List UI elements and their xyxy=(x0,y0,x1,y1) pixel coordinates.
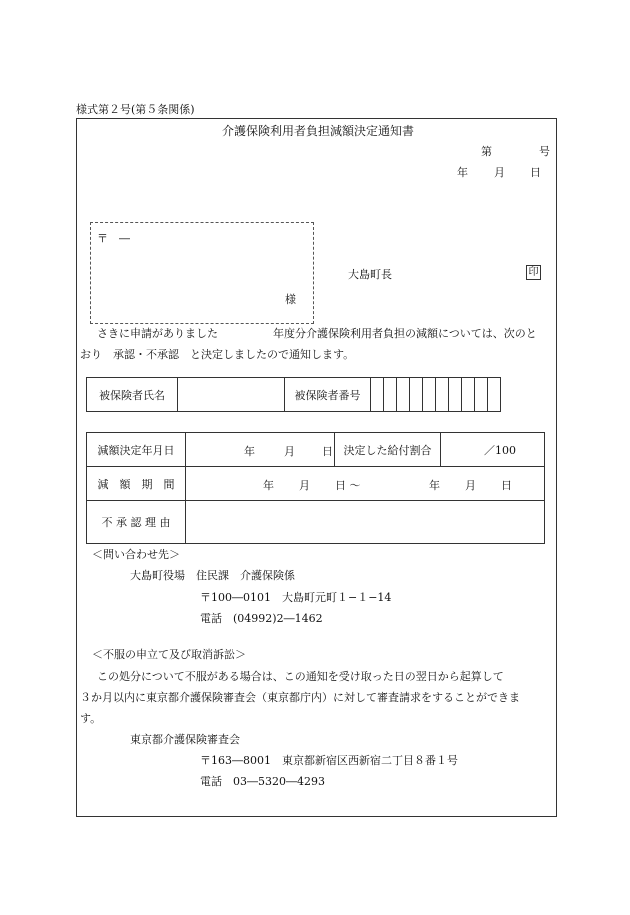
insured-number-digit[interactable] xyxy=(423,378,436,412)
number-dai: 第 xyxy=(481,145,492,158)
inquiry-heading: ＜問い合わせ先＞ xyxy=(92,548,180,561)
insured-number-digit[interactable] xyxy=(449,378,462,412)
decision-date-month: 月 xyxy=(284,445,295,458)
seal-mark: 印 xyxy=(526,265,541,280)
benefit-ratio-value[interactable]: ／100 xyxy=(441,433,545,467)
appeal-heading: ＜不服の申立て及び取消訴訟＞ xyxy=(92,648,246,661)
insured-number-digit[interactable] xyxy=(462,378,475,412)
period-to-month: 月 xyxy=(465,479,476,492)
rejection-reason-label: 不 承 認 理 由 xyxy=(87,501,186,544)
date-day: 日 xyxy=(530,166,541,179)
reduction-period-cell[interactable] xyxy=(186,467,545,501)
appeal-line-1: この処分について不服がある場合は、この通知を受け取った日の翌日から起算して xyxy=(97,670,504,683)
appeal-line-3: す。 xyxy=(80,712,102,725)
body-line-1: さきに申請がありました 年度分介護保険利用者負担の減額については、次のと xyxy=(97,327,537,340)
decision-date-day: 日 xyxy=(322,445,333,458)
decision-table xyxy=(86,432,545,544)
period-from-month: 月 xyxy=(299,479,310,492)
period-from-year: 年 xyxy=(263,479,274,492)
decision-date-label: 減額決定年月日 xyxy=(87,433,186,467)
insured-number-digit[interactable] xyxy=(410,378,423,412)
appeal-phone: 電話 03―5320―4293 xyxy=(200,775,325,788)
issuer-name: 大島町長 xyxy=(348,268,392,281)
insured-number-digit[interactable] xyxy=(475,378,488,412)
insured-number-digit[interactable] xyxy=(436,378,449,412)
period-to-day: 日 xyxy=(501,479,512,492)
decision-date-cell[interactable] xyxy=(186,433,335,467)
insured-name-label: 被保険者氏名 xyxy=(87,378,178,412)
benefit-ratio-label: 決定した給付割合 xyxy=(335,433,441,467)
inquiry-postal: 〒100―0101 大島町元町１−１−14 xyxy=(200,591,392,604)
decision-date-year: 年 xyxy=(244,445,255,458)
date-year: 年 xyxy=(457,166,468,179)
insured-number-digit[interactable] xyxy=(397,378,410,412)
period-from-day: 日 ～ xyxy=(335,479,361,492)
reduction-period-label: 減 額 期 間 xyxy=(87,467,186,501)
body-line-2: おり 承認・不承認 と決定しましたので通知します。 xyxy=(80,348,355,361)
appeal-line-2: ３か月以内に東京都介護保険審査会（東京都庁内）に対して審査請求をすることができま xyxy=(80,691,520,704)
insured-table xyxy=(86,377,501,412)
date-month: 月 xyxy=(494,166,505,179)
inquiry-phone: 電話 (04992)2―1462 xyxy=(200,612,323,625)
number-go: 号 xyxy=(539,145,550,158)
insured-number-digit[interactable] xyxy=(384,378,397,412)
period-to-year: 年 xyxy=(429,479,440,492)
appeal-org: 東京都介護保険審査会 xyxy=(130,733,240,746)
insured-number-digit[interactable] xyxy=(371,378,384,412)
appeal-postal: 〒163―8001 東京都新宿区西新宿二丁目８番１号 xyxy=(200,754,458,767)
insured-name-cell[interactable] xyxy=(178,378,285,412)
inquiry-office: 大島町役場 住民課 介護保険係 xyxy=(130,569,295,582)
form-title: 介護保険利用者負担減額決定通知書 xyxy=(222,124,415,138)
rejection-reason-cell[interactable] xyxy=(186,501,545,544)
insured-number-label: 被保険者番号 xyxy=(285,378,371,412)
address-postal: 〒 ― xyxy=(97,232,130,245)
form-label: 様式第２号(第５条関係) xyxy=(76,103,195,116)
insured-number-digit[interactable] xyxy=(488,378,501,412)
address-sama: 様 xyxy=(285,293,296,306)
